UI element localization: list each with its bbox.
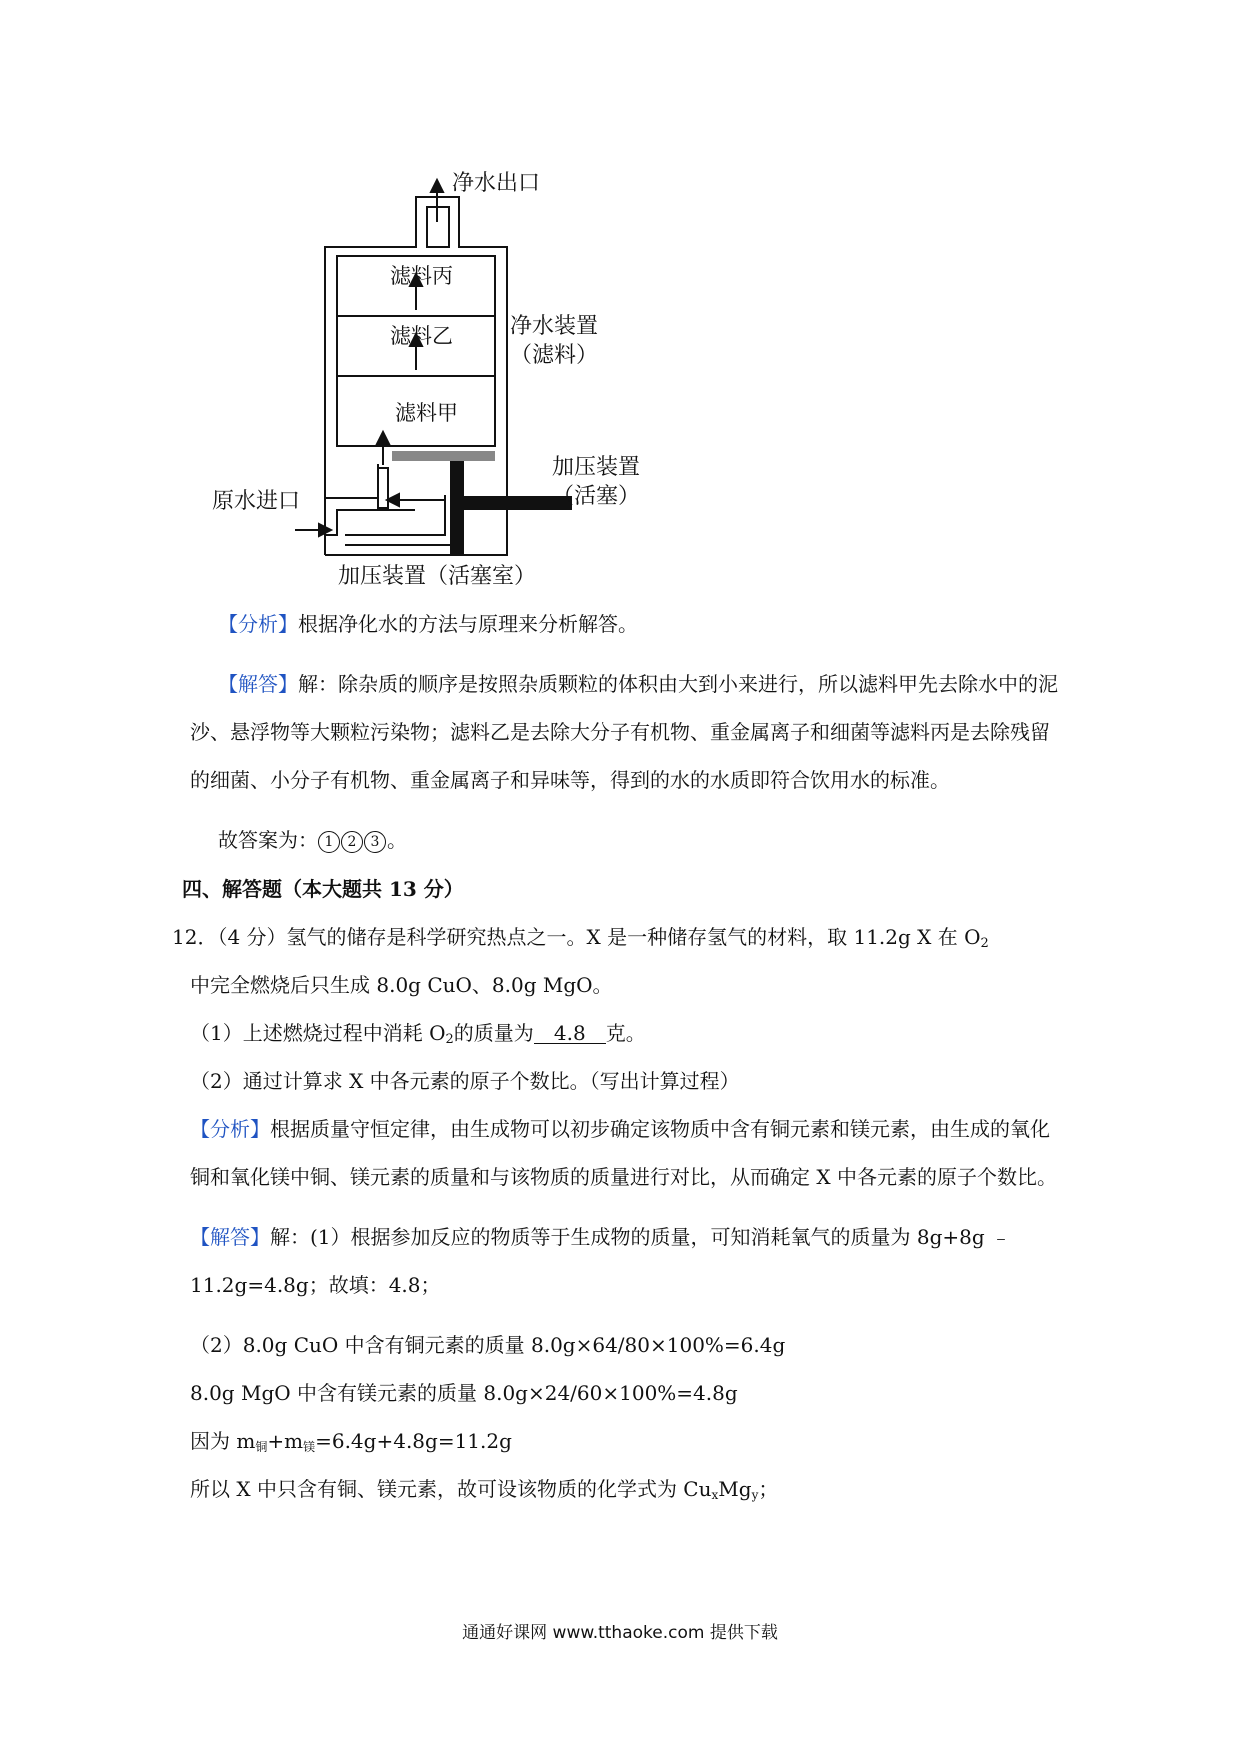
- water-purifier-diagram: [0, 0, 1240, 600]
- q12-stem: 12．（4 分）氢气的储存是科学研究热点之一。X 是一种储存氢气的材料，取 11.2g X 在 $O_2$ 中完全燃烧后只生成 8.0g CuO、8.0g MgO。: [172, 925, 989, 997]
- inlet-channel: [325, 510, 415, 535]
- q12-calc-3: 因为 $m_铜+m_镁=6.4g+4.8g=11.2g$: [190, 1429, 512, 1454]
- page-footer: 通通好课网 www.tthaoke.com 提供下载: [462, 1623, 778, 1643]
- answer-blank: 4.8: [534, 1023, 606, 1044]
- piston-rod: [450, 461, 464, 555]
- filter-a-label: 滤料甲: [395, 401, 458, 425]
- inner-tube: [378, 468, 388, 508]
- q12-calc-2: 8.0g MgO 中含有镁元素的质量 8.0g×24/60×100%=4.8g: [190, 1381, 738, 1405]
- q11-final-answer: 故答案为： 1 2 3 。: [218, 828, 407, 852]
- q12-answer: 【解答】解：(1）根据参加反应的物质等于生成物的质量，可知消耗氧气的质量为 8g+8g ﹣11.2g=4.8g；故填：4.8；: [190, 1225, 1012, 1297]
- q11-analysis: 【分析】根据净化水的方法与原理来分析解答。: [218, 612, 638, 636]
- q12-analysis: 【分析】根据质量守恒定律，由生成物可以初步确定该物质中含有铜元素和镁元素，由生成的氧化铜和氧化镁中铜、镁元素的质量和与该物质的质量进行对比，从而确定 X 中各元素的原子个数比。: [190, 1117, 1057, 1189]
- piston-plate: [392, 451, 495, 461]
- analysis-tag: 【分析】: [190, 1117, 270, 1141]
- circled-number: 1: [318, 831, 340, 853]
- pressure-sub-label: （活塞）: [552, 484, 641, 509]
- q12-calc-1: （2）8.0g CuO 中含有铜元素的质量 8.0g×64/80×100%=6.4g: [190, 1333, 786, 1357]
- outlet-label: 净水出口: [452, 171, 541, 196]
- inlet-label: 原水进口: [212, 489, 301, 514]
- answer-tag: 【解答】: [218, 672, 298, 696]
- q12-part2: （2）通过计算求 X 中各元素的原子个数比。（写出计算过程）: [190, 1069, 740, 1093]
- q11-answer: 【解答】解：除杂质的顺序是按照杂质颗粒的体积由大到小来进行，所以滤料甲先去除水中的泥沙、悬浮物等大颗粒污染物；滤料乙是去除大分子有机物、重金属离子和细菌等滤料丙是去除残留的细菌、小分子有机物、重金属离子和异味等，得到的水的水质即符合饮用水的标准。: [190, 672, 1058, 792]
- answer-tag: 【解答】: [190, 1225, 270, 1249]
- analysis-tag: 【分析】: [218, 612, 298, 636]
- circled-number: 3: [364, 831, 386, 853]
- filter-c-label: 滤料丙: [390, 264, 453, 288]
- q12-part1: （1）上述燃烧过程中消耗 $O_2$的质量为 4.8 克。: [190, 1021, 646, 1047]
- pressure-label: 加压装置: [552, 455, 641, 480]
- section-heading: 四、解答题（本大题共 13 分）: [182, 877, 464, 901]
- purifier-label: 净水装置: [510, 314, 599, 339]
- chamber-label: 加压装置（活塞室）: [338, 564, 537, 589]
- document-body: [172, 612, 1060, 1525]
- filter-b-label: 滤料乙: [390, 324, 453, 348]
- q12-calc-4: 所以 X 中只含有铜、镁元素，故可设该物质的化学式为 $Cu_xMg_y$；: [190, 1477, 779, 1502]
- purifier-sub-label: （滤料）: [510, 343, 599, 368]
- circled-number: 2: [341, 831, 363, 853]
